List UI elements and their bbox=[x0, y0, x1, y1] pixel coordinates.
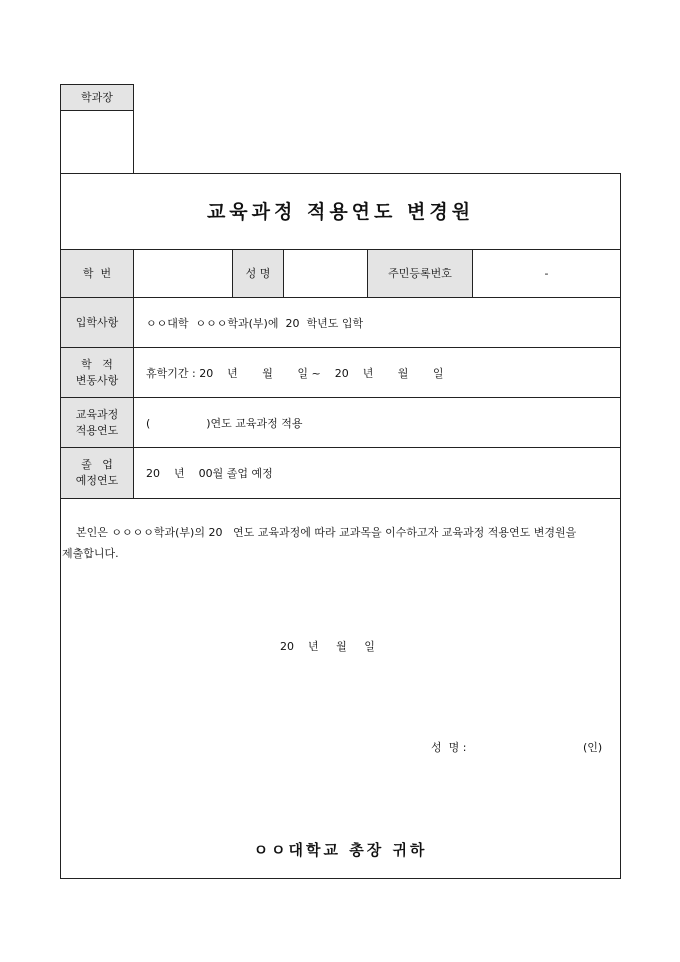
graduation-field[interactable]: 20 년 00월 졸업 예정 bbox=[133, 447, 621, 499]
curriculum-year-label: 교육과정 적용연도 bbox=[60, 397, 134, 448]
form-title: 교육과정 적용연도 변경원 bbox=[206, 201, 475, 223]
status-change-label: 학 적 변동사항 bbox=[60, 347, 134, 398]
name-field[interactable] bbox=[283, 249, 368, 298]
graduation-label: 졸 업 예정연도 bbox=[60, 447, 134, 499]
date-line: 20 년 월 일 bbox=[280, 640, 375, 653]
statement-text: 본인은 ㅇㅇㅇㅇ학과(부)의 20 연도 교육과정에 따라 교과목을 이수하고자 교육과정 적용연도 변경원을 제출합니다. bbox=[62, 526, 580, 560]
seal-mark: (인) bbox=[583, 741, 603, 754]
admission-label: 입학사항 bbox=[60, 297, 134, 348]
leave-period-field[interactable]: 휴학기간 : 20 년 월 일 ~ 20 년 월 일 bbox=[133, 347, 621, 398]
name-label: 성 명 bbox=[232, 249, 284, 298]
rrn-label: 주민등록번호 bbox=[367, 249, 473, 298]
approval-label-cell bbox=[60, 84, 134, 111]
approval-sign-cell[interactable] bbox=[60, 110, 134, 174]
student-no-field[interactable] bbox=[133, 249, 233, 298]
approval-label: 학과장 bbox=[81, 90, 113, 104]
student-no-label: 학 번 bbox=[60, 249, 134, 298]
signature-label: 성 명 : bbox=[431, 741, 467, 754]
rrn-field[interactable]: - bbox=[472, 249, 621, 298]
admission-field[interactable]: ㅇㅇ대학 ㅇㅇㅇ학과(부)에 20 학년도 입학 bbox=[133, 297, 621, 348]
curriculum-year-field[interactable]: ( )연도 교육과정 적용 bbox=[133, 397, 621, 448]
addressee: ㅇㅇ대학교 총장 귀하 bbox=[253, 841, 428, 859]
